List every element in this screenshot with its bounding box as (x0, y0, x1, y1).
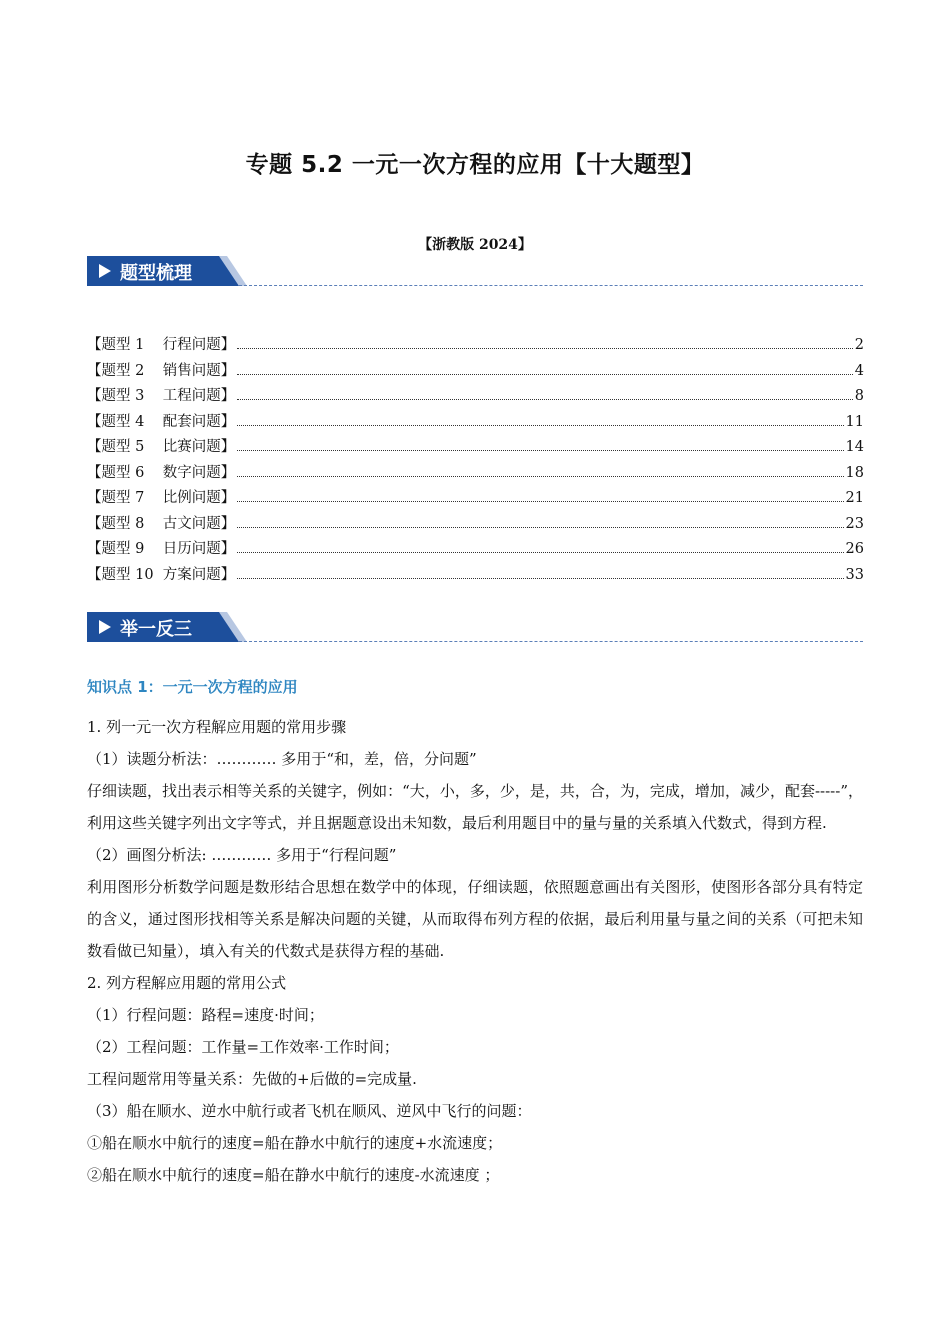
paragraph: 工程问题常用等量关系：先做的+后做的=完成量. (87, 1070, 417, 1088)
toc-item-page: 8 (854, 388, 864, 404)
toc-leader (237, 424, 843, 426)
toc-item-page: 4 (854, 362, 864, 379)
toc-item-label: 【题型 2 销售问题】 (87, 362, 236, 379)
toc-item-label: 【题型 8 古文问题】 (87, 515, 236, 532)
paragraph: 仔细读题，找出表示相等关系的关键字，例如：“大，小，多，少，是，共，合，为，完成，增加，减少，配套-----”，利用这些关键字列出文字等式，并且据题意设出未知数，最后利用题目中的量与量的关系填入代数式，得到方程. (87, 782, 863, 832)
toc-item[interactable] (87, 410, 864, 436)
section-label: 举一反三 (120, 619, 192, 640)
toc-item[interactable] (87, 435, 864, 461)
toc-item-page: 14 (845, 439, 864, 455)
toc-item-page: 21 (845, 490, 864, 506)
toc-item-page: 18 (845, 464, 864, 481)
toc-item[interactable] (87, 486, 864, 512)
play-arrow-icon (99, 264, 111, 278)
paragraph: （2）画图分析法: ………… 多用于“行程问题” (87, 846, 397, 864)
section-header-question-types (87, 256, 863, 288)
toc-leader (237, 500, 843, 502)
paragraph: 利用图形分析数学问题是数形结合思想在数学中的体现，仔细读题，依照题意画出有关图形，使图形各部分具有特定的含义，通过图形找相等关系是解决问题的关键，从而取得布列方程的依据，最后利用量与量之间的关系（可把未知数看做已知量），填入有关的代数式是获得方程的基础. (87, 878, 863, 960)
toc-leader (237, 577, 843, 579)
toc-item-page: 23 (845, 515, 864, 532)
toc-item-label: 【题型 3 工程问题】 (87, 388, 236, 404)
knowledge-section (87, 676, 863, 1191)
toc-item-page: 2 (854, 337, 864, 353)
page-title: 专题 5.2 一元一次方程的应用【十大题型】 (245, 152, 705, 178)
toc-leader (237, 449, 843, 451)
dashed-divider (239, 285, 863, 286)
edition-label: 【浙教版 2024】 (418, 237, 532, 253)
toc-item-page: 11 (845, 413, 864, 430)
toc-item[interactable] (87, 359, 864, 385)
toc-item-page: 26 (845, 541, 864, 557)
toc-item-label: 【题型 4 配套问题】 (87, 413, 236, 430)
dashed-divider (239, 641, 863, 642)
paragraph: （1）行程问题：路程=速度·时间； (87, 1006, 324, 1024)
toc-item-label: 【题型 7 比例问题】 (87, 490, 236, 506)
toc-leader (237, 398, 852, 400)
toc-item[interactable] (87, 512, 864, 538)
section-header-examples (87, 612, 863, 644)
toc-item[interactable] (87, 563, 864, 589)
toc-item-label: 【题型 1 行程问题】 (87, 337, 236, 353)
toc-item[interactable] (87, 537, 864, 563)
paragraph: （2）工程问题：工作量=工作效率·工作时间； (87, 1038, 399, 1056)
paragraph: 1. 列一元一次方程解应用题的常用步骤 (87, 718, 347, 736)
toc-leader (237, 475, 843, 477)
paragraph: ①船在顺水中航行的速度=船在静水中航行的速度+水流速度； (87, 1134, 503, 1152)
paragraph: （3）船在顺水、逆水中航行或者飞机在顺风、逆风中飞行的问题： (87, 1102, 532, 1120)
toc-item[interactable] (87, 333, 864, 359)
toc-item-page: 33 (845, 566, 864, 583)
toc-item[interactable] (87, 461, 864, 487)
toc-item[interactable] (87, 384, 864, 410)
toc-leader (237, 347, 852, 349)
toc-item-label: 【题型 5 比赛问题】 (87, 439, 236, 455)
toc-item-label: 【题型 6 数字问题】 (87, 464, 236, 481)
knowledge-heading: 知识点 1：一元一次方程的应用 (87, 678, 298, 696)
toc-item-label: 【题型 10 方案问题】 (87, 566, 236, 583)
paragraph: 2. 列方程解应用题的常用公式 (87, 974, 287, 992)
section-label: 题型梳理 (120, 263, 192, 284)
table-of-contents (87, 333, 864, 588)
toc-leader (237, 526, 843, 528)
paragraph: ②船在顺水中航行的速度=船在静水中航行的速度-水流速度 ； (87, 1166, 500, 1184)
toc-item-label: 【题型 9 日历问题】 (87, 541, 236, 557)
play-arrow-icon (99, 620, 111, 634)
paragraph: （1）读题分析法：………… 多用于“和，差，倍，分问题” (87, 750, 477, 768)
toc-leader (237, 551, 843, 553)
toc-leader (237, 373, 852, 375)
